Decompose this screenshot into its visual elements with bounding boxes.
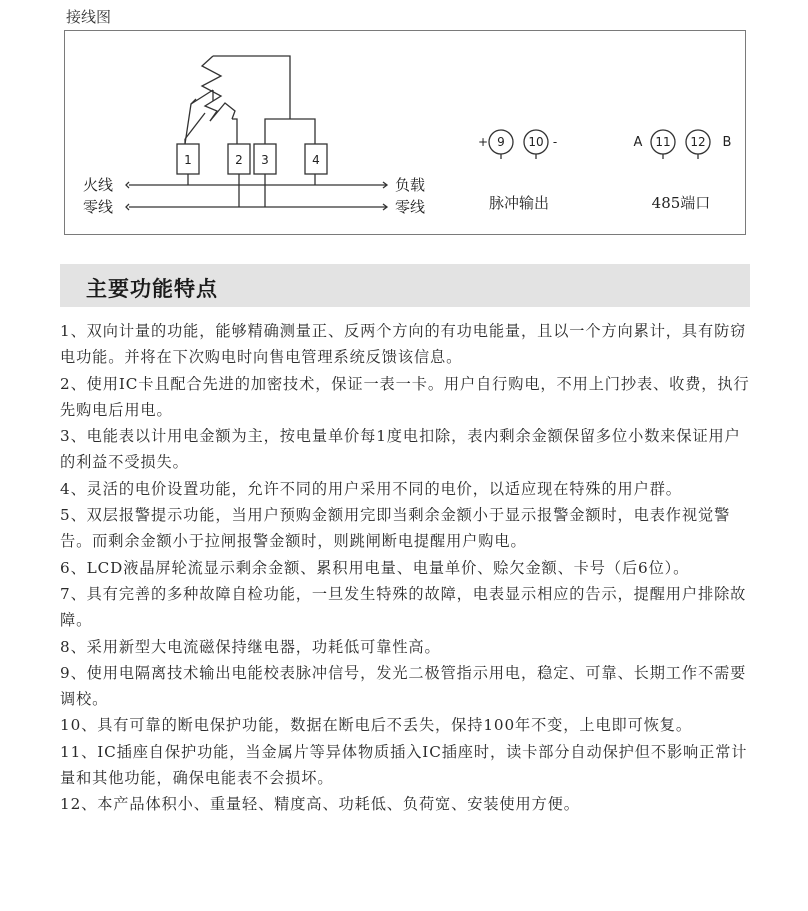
rs485-port-label: 485端口 bbox=[651, 194, 711, 212]
feature-item: 11、IC插座自保护功能，当金属片等异体物质插入IC插座时，读卡部分自动保护但不影响正常计量和其他功能，确保电能表不会损坏。 bbox=[60, 742, 748, 788]
rs485-a: A bbox=[633, 135, 643, 150]
terminal-11-label: 11 bbox=[655, 135, 671, 149]
coil-right-wire bbox=[213, 56, 290, 119]
wiring-diagram-title: 接线图 bbox=[66, 8, 112, 26]
feature-item: 6、LCD液晶屏轮流显示剩余金额、累积用电量、电量单价、赊欠金额、卡号（后6位）。 bbox=[60, 558, 690, 577]
feature-item: 12、本产品体积小、重量轻、精度高、功耗低、负荷宽、安装使用方便。 bbox=[60, 795, 580, 814]
feature-item: 4、灵活的电价设置功能，允许不同的用户采用不同的电价，以适应现在特殊的用户群。 bbox=[60, 479, 682, 498]
load-neutral-label: 零线 bbox=[395, 198, 426, 216]
wiring-diagram bbox=[64, 30, 746, 235]
feature-item: 2、使用IC卡且配合先进的加密技术，保证一表一卡。用户自行购电，不用上门抄表、收费，执行先购电后用电。 bbox=[60, 374, 750, 419]
terminal-3-label: 3 bbox=[261, 153, 269, 167]
terminal-9-label: 9 bbox=[497, 135, 505, 149]
load-label: 负载 bbox=[395, 176, 426, 194]
live-label: 火线 bbox=[83, 176, 114, 194]
wiring-diagram-svg bbox=[65, 31, 747, 236]
rs485-b: B bbox=[722, 135, 732, 150]
terminal-4-label: 4 bbox=[312, 153, 320, 167]
terminal-1-label: 1 bbox=[184, 153, 192, 167]
pulse-output-label: 脉冲输出 bbox=[488, 194, 550, 212]
feature-item: 9、使用电隔离技术输出电能校表脉冲信号，发光二极管指示用电，稳定、可靠、长期工作不需要调校。 bbox=[60, 663, 747, 709]
feature-item: 1、双向计量的功能，能够精确测量正、反两个方向的有功电能量，且以一个方向累计，具有防窃电功能。并将在下次购电时向售电管理系统反馈该信息。 bbox=[60, 322, 747, 367]
section-header bbox=[60, 264, 750, 307]
pulse-minus: - bbox=[552, 135, 558, 149]
feature-item: 10、具有可靠的断电保护功能，数据在断电后不丢失，保持100年不变，上电即可恢复。 bbox=[60, 716, 692, 735]
feature-item: 7、具有完善的多种故障自检功能，一旦发生特殊的故障，电表显示相应的告示，提醒用户排除故障。 bbox=[60, 584, 747, 630]
section-title: 主要功能特点 bbox=[86, 277, 218, 301]
feature-item: 3、电能表以计用电金额为主，按电量单价每1度电扣除，表内剩余金额保留多位小数来保证用户的利益不受损失。 bbox=[60, 427, 741, 472]
pulse-plus: + bbox=[477, 135, 489, 149]
feature-item: 8、采用新型大电流磁保持继电器，功耗低可靠性高。 bbox=[60, 637, 441, 656]
coil-link-right bbox=[210, 103, 235, 121]
feature-item: 5、双层报警提示功能，当用户预购金额用完即当剩余金额小于显示报警金额时，电表作视觉警告。而剩余金额小于拉闸报警金额时，则跳闸断电提醒用户购电。 bbox=[60, 506, 731, 551]
terminal-12-label: 12 bbox=[690, 135, 706, 149]
feature-list bbox=[60, 318, 756, 818]
neutral-label: 零线 bbox=[83, 198, 114, 216]
terminal-2-label: 2 bbox=[235, 153, 243, 167]
terminal-10-label: 10 bbox=[528, 135, 544, 149]
coil-outline bbox=[185, 90, 213, 146]
